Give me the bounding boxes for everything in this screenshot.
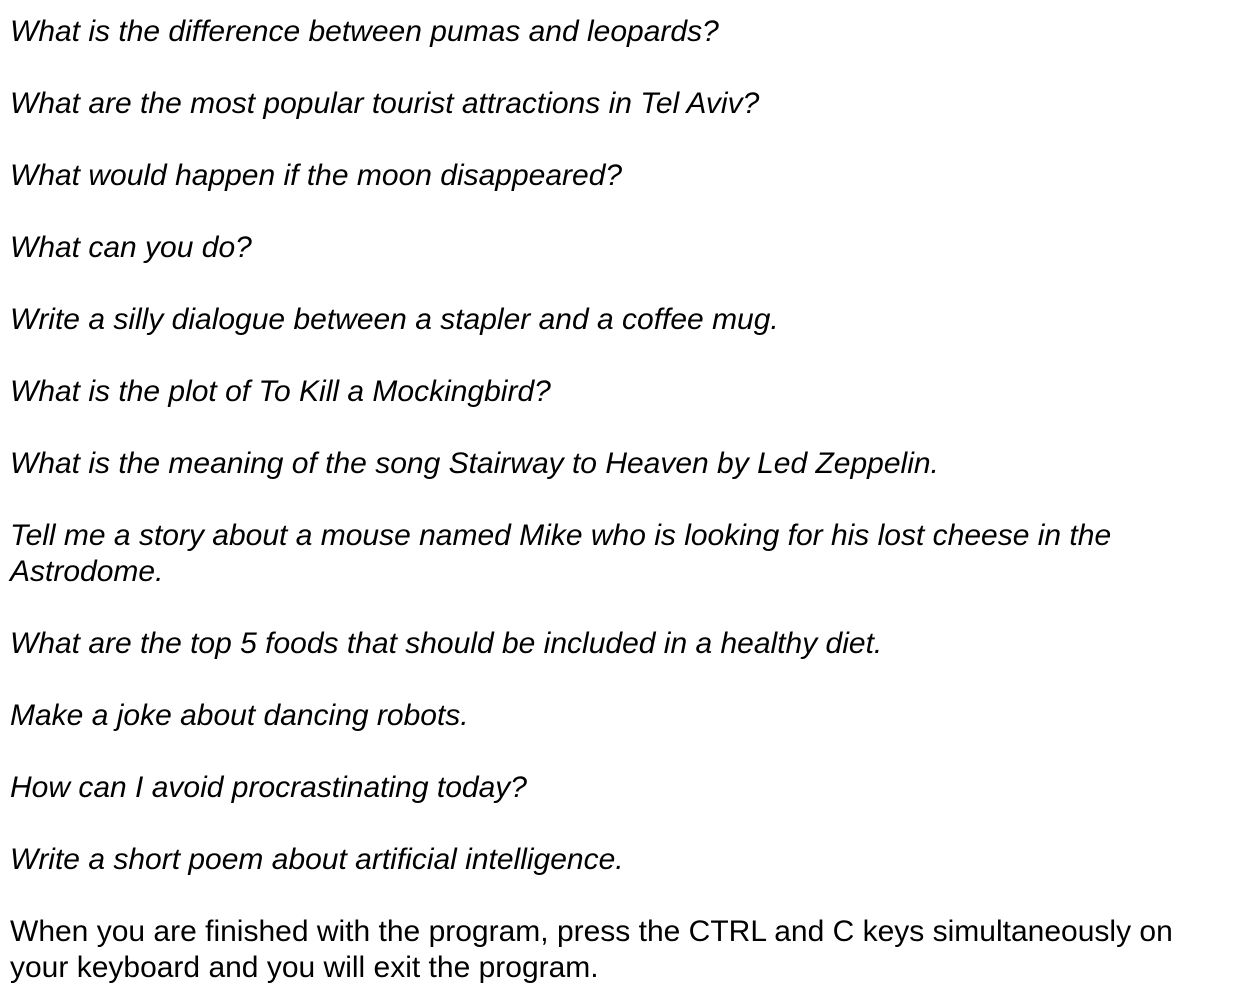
example-prompt: What is the plot of To Kill a Mockingbird? (10, 375, 551, 408)
example-prompt: Tell me a story about a mouse named Mike who is looking for his lost cheese in the Astrodome. (10, 519, 1112, 588)
example-prompt: What is the meaning of the song Stairway to Heaven by Led Zeppelin. (10, 447, 939, 480)
example-prompt: What are the top 5 foods that should be included in a healthy diet. (10, 627, 883, 660)
example-prompt: What is the difference between pumas and leopards? (10, 15, 719, 48)
exit-instruction: When you are finished with the program, press the CTRL and C keys simultaneously on your keyboard and you will exit the program. (10, 915, 1173, 984)
example-prompt: Write a short poem about artificial intelligence. (10, 843, 624, 876)
example-prompt: What can you do? (10, 231, 252, 264)
example-prompt: What would happen if the moon disappeared? (10, 159, 623, 192)
example-prompt: How can I avoid procrastinating today? (10, 771, 527, 804)
example-prompt: Make a joke about dancing robots. (10, 699, 469, 732)
example-prompt: Write a silly dialogue between a stapler and a coffee mug. (10, 303, 779, 336)
example-prompt: What are the most popular tourist attractions in Tel Aviv? (10, 87, 760, 120)
